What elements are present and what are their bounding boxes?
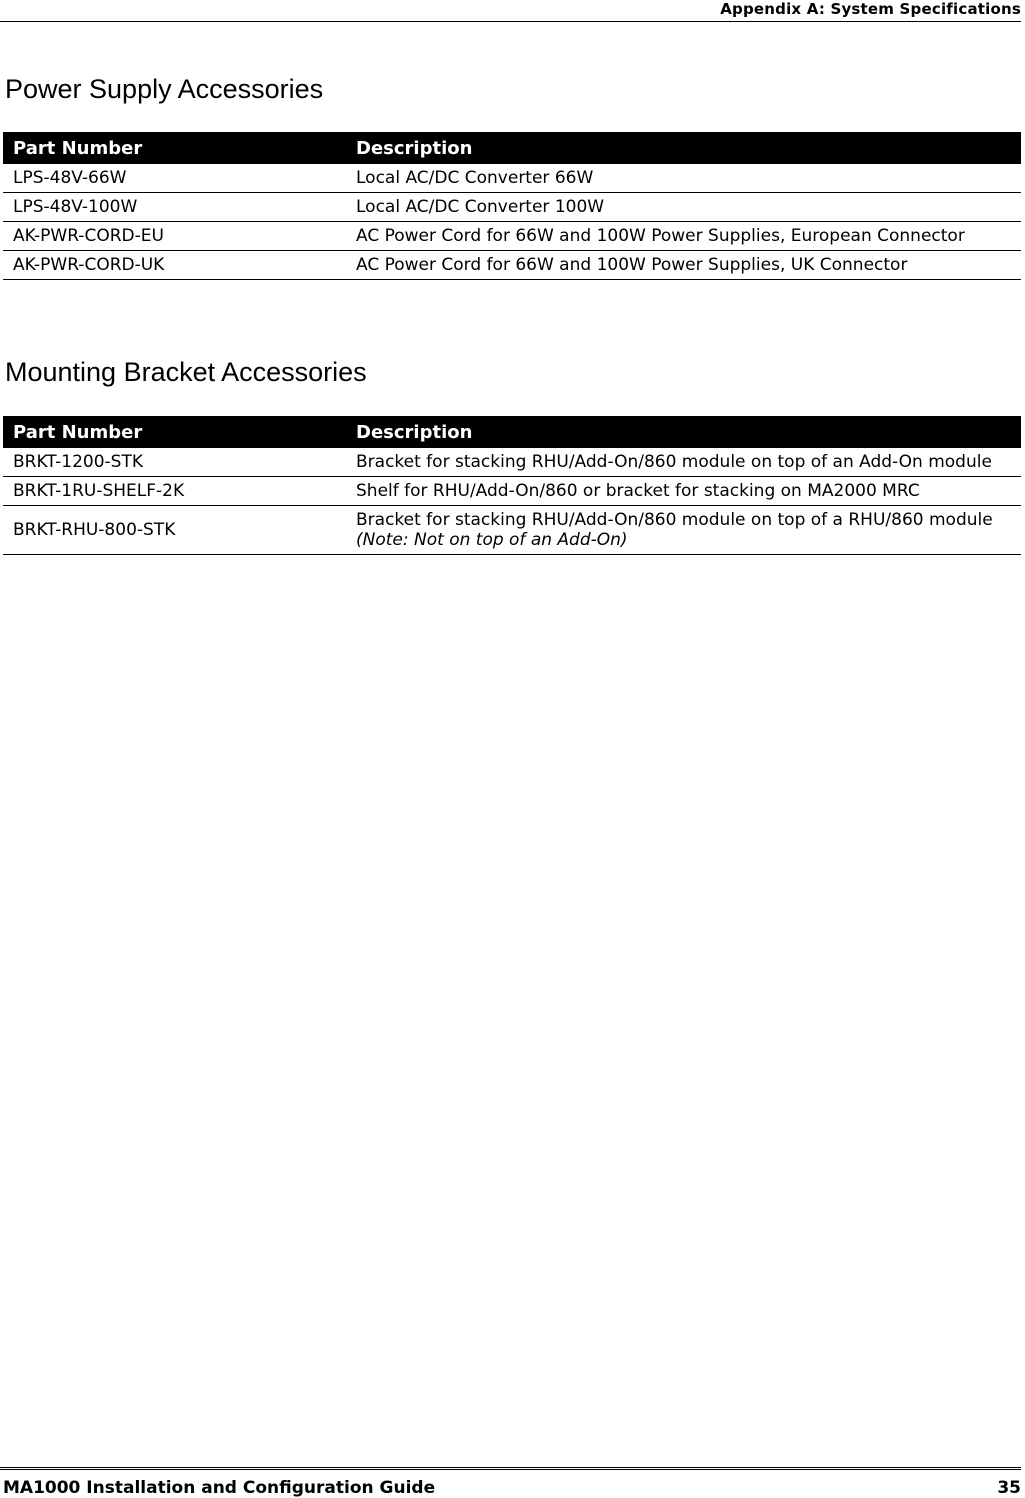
table-row	[3, 251, 1021, 280]
description-cell	[346, 506, 1021, 555]
footer-page-number: 35	[997, 1478, 1021, 1498]
power-supply-table	[3, 132, 1021, 280]
description-cell: AC Power Cord for 66W and 100W Power Supplies, UK Connector	[346, 251, 1021, 280]
part-number-cell: BRKT-RHU-800-STK	[3, 506, 346, 555]
description-cell: Local AC/DC Converter 100W	[346, 193, 1021, 222]
table-row	[3, 164, 1021, 193]
table-row	[3, 448, 1021, 477]
description-cell: Shelf for RHU/Add-On/860 or bracket for stacking on MA2000 MRC	[346, 477, 1021, 506]
part-number-cell: LPS-48V-100W	[3, 193, 346, 222]
table-row	[3, 222, 1021, 251]
table-row	[3, 506, 1021, 555]
description-cell: Bracket for stacking RHU/Add-On/860 module on top of an Add-On module	[346, 448, 1021, 477]
table-row	[3, 477, 1021, 506]
column-header-description: Description	[346, 132, 1021, 164]
description-text: Bracket for stacking RHU/Add-On/860 module on top of a RHU/860 module	[356, 510, 993, 530]
part-number-cell: AK-PWR-CORD-EU	[3, 222, 346, 251]
part-number-cell: BRKT-1200-STK	[3, 448, 346, 477]
description-note: (Note: Not on top of an Add-On)	[356, 530, 628, 550]
part-number-cell: AK-PWR-CORD-UK	[3, 251, 346, 280]
description-cell: Local AC/DC Converter 66W	[346, 164, 1021, 193]
footer-guide-title: MA1000 Installation and Configuration Guide	[3, 1478, 436, 1498]
part-number-cell: LPS-48V-66W	[3, 164, 346, 193]
section-title-mounting-bracket: Mounting Bracket Accessories	[5, 357, 367, 387]
running-header	[0, 0, 1021, 22]
column-header-part-number: Part Number	[3, 132, 346, 164]
column-header-description: Description	[346, 416, 1021, 448]
mounting-bracket-table	[3, 416, 1021, 555]
description-cell: AC Power Cord for 66W and 100W Power Supplies, European Connector	[346, 222, 1021, 251]
column-header-part-number: Part Number	[3, 416, 346, 448]
table-header-row	[3, 132, 1021, 164]
table-header-row	[3, 416, 1021, 448]
part-number-cell: BRKT-1RU-SHELF-2K	[3, 477, 346, 506]
table-row	[3, 193, 1021, 222]
running-header-title: Appendix A: System Specifications	[720, 0, 1021, 18]
section-title-power-supply: Power Supply Accessories	[5, 74, 324, 104]
page-footer	[0, 1467, 1021, 1498]
